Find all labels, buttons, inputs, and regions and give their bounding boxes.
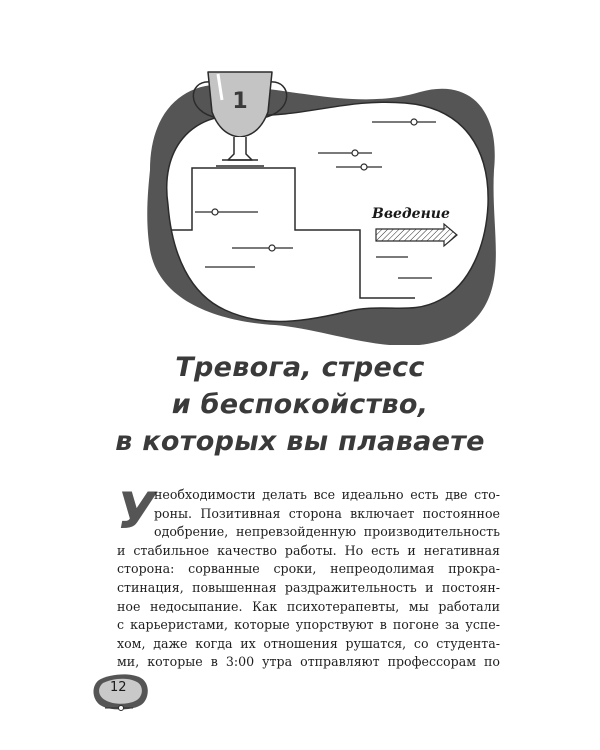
body-line: одобрение, непревзойденную производительность [154, 524, 500, 540]
intro-arrow-label: Введение [372, 206, 450, 222]
body-line: хом, даже когда их отношения рушатся, со студента- [117, 635, 500, 651]
body-line: роны. Позитивная сторона включает постоянное [154, 505, 500, 521]
body-line: необходимости делать все идеально есть две сто- [154, 487, 500, 502]
body-line: ное недосыпание. Как психотерапевты, мы работали [117, 598, 500, 614]
body-paragraph [117, 482, 500, 672]
body-line: ми, которые в 3:00 утра отправляют профессорам по [117, 654, 500, 670]
chapter-title-line: Тревога, стресс [175, 352, 425, 383]
body-line: и стабильное качество работы. Но есть и негативная [117, 542, 500, 558]
chapter-title-line: в которых вы плаваете [115, 426, 485, 457]
chapter-title [60, 349, 540, 460]
trophy-number: 1 [232, 89, 248, 114]
page-number: 12 [110, 680, 127, 695]
body-line: с карьеристами, которые упорствуют в погоне за успе- [117, 617, 500, 633]
body-line: сторона: сорванные сроки, непреодолимая прокра- [117, 561, 500, 577]
chapter-title-line: и беспокойство, [171, 389, 429, 420]
chapter-illustration [0, 0, 600, 345]
body-line: стинация, повышенная раздражительность и постоян- [117, 579, 500, 595]
drop-cap-letter: У [117, 482, 156, 540]
